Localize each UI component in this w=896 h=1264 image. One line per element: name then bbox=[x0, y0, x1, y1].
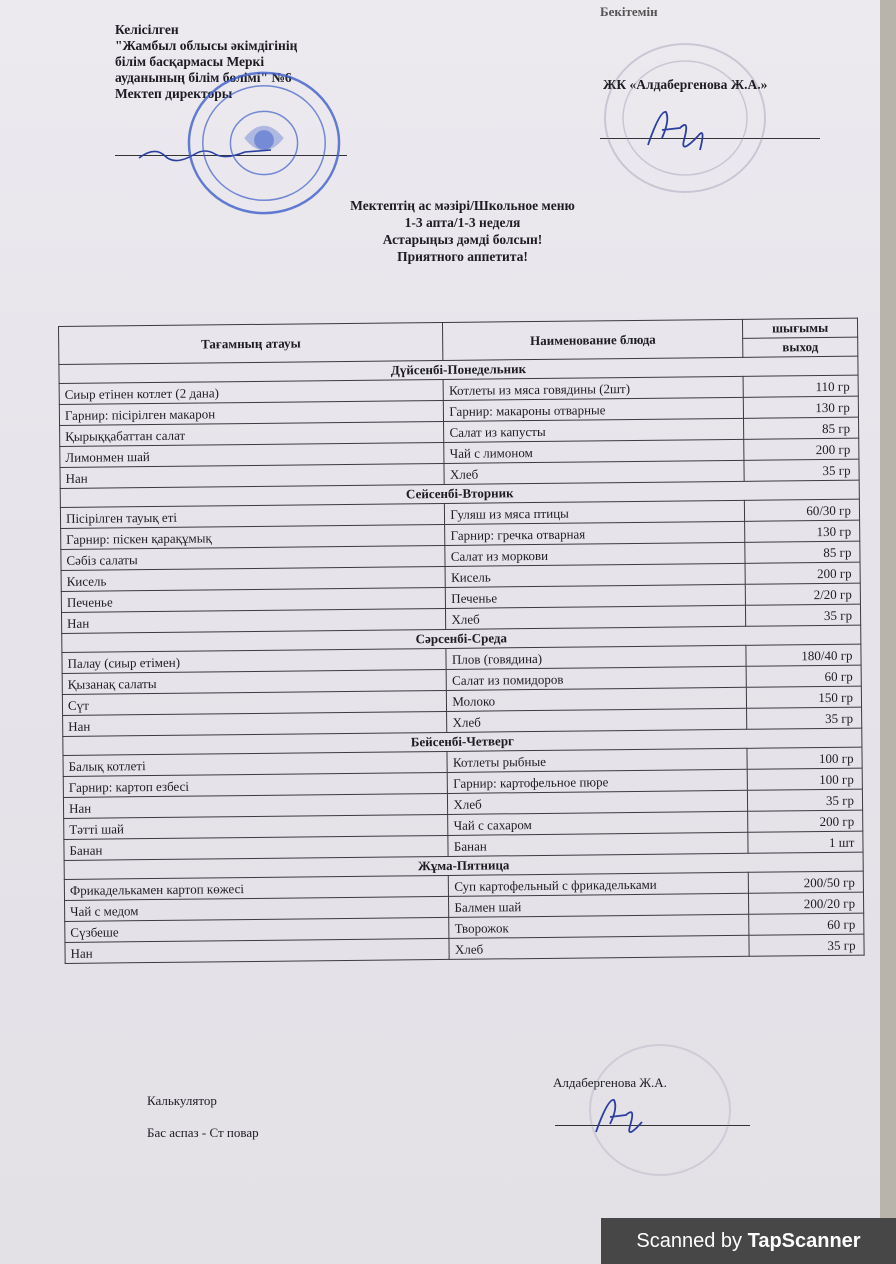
dish-output: 60/30 гр bbox=[744, 499, 859, 521]
dish-name-kz: Фрикаделькамен картоп көжесі bbox=[64, 875, 449, 900]
dish-name-ru: Гарнир: картофельное пюре bbox=[448, 769, 748, 793]
dish-name-ru: Хлеб bbox=[449, 935, 749, 959]
dish-output: 110 гр bbox=[743, 375, 858, 397]
chef-role: Бас аспаз - Ст повар bbox=[147, 1125, 259, 1140]
dish-name-ru: Хлеб bbox=[444, 460, 744, 484]
calculator-label: Калькулятор bbox=[147, 1093, 217, 1108]
dish-output: 130 гр bbox=[743, 396, 858, 418]
col-header-ru: Наименование блюда bbox=[443, 319, 743, 360]
dish-name-kz: Кисель bbox=[61, 566, 446, 591]
dish-name-kz: Сүзбеше bbox=[65, 917, 450, 942]
day-heading: Сәрсенбі-Среда bbox=[62, 625, 861, 652]
dish-output: 200/50 гр bbox=[748, 871, 863, 893]
title-line: Мектептің ас мәзірі/Школьное меню bbox=[350, 198, 575, 213]
dish-name-kz: Балық котлеті bbox=[63, 751, 448, 776]
dish-name-kz: Печенье bbox=[61, 587, 446, 612]
dish-name-ru: Кисель bbox=[445, 563, 745, 587]
day-heading: Бейсенбі-Четверг bbox=[63, 728, 862, 755]
dish-name-ru: Творожок bbox=[449, 914, 749, 938]
dish-name-kz: Нан bbox=[65, 938, 450, 963]
scanner-watermark bbox=[601, 1218, 896, 1264]
dish-name-kz: Гарнир: піскен қарақұмық bbox=[61, 524, 446, 549]
dish-output: 60 гр bbox=[749, 913, 864, 935]
dish-name-kz: Гарнир: пісірілген макарон bbox=[59, 400, 444, 425]
dish-name-kz: Лимонмен шай bbox=[60, 442, 445, 467]
approval-line: Келісілген bbox=[115, 22, 179, 37]
dish-name-kz: Сүт bbox=[62, 690, 447, 715]
dish-output: 100 гр bbox=[747, 768, 862, 790]
official-stamp bbox=[185, 68, 343, 218]
dish-name-ru: Плов (говядина) bbox=[446, 645, 746, 669]
day-heading: Сейсенбі-Вторник bbox=[60, 480, 859, 507]
dish-output: 85 гр bbox=[745, 541, 860, 563]
col-header-kz: Тағамның атауы bbox=[59, 322, 444, 364]
dish-name-ru: Хлеб bbox=[446, 605, 746, 629]
dish-name-kz: Сәбіз салаты bbox=[61, 545, 446, 570]
title-line: Астарыңыз дәмді болсын! bbox=[382, 232, 543, 247]
footer-roles bbox=[147, 1092, 259, 1156]
dish-name-ru: Салат из капусты bbox=[444, 418, 744, 442]
dish-output: 85 гр bbox=[744, 417, 859, 439]
dish-name-kz: Нан bbox=[60, 463, 445, 488]
dish-output: 130 гр bbox=[745, 520, 860, 542]
dish-name-ru: Чай с сахаром bbox=[448, 811, 748, 835]
dish-output: 180/40 гр bbox=[746, 644, 861, 666]
dish-output: 200 гр bbox=[744, 438, 859, 460]
dish-name-kz: Қырыққабаттан салат bbox=[60, 421, 445, 446]
dish-output: 35 гр bbox=[747, 707, 862, 729]
dish-name-ru: Хлеб bbox=[448, 790, 748, 814]
title-line: 1-3 апта/1-3 неделя bbox=[404, 215, 521, 230]
dish-output: 60 гр bbox=[746, 665, 861, 687]
chef-name: Алдабергенова Ж.А. bbox=[553, 1075, 667, 1090]
dish-output: 35 гр bbox=[748, 789, 863, 811]
day-heading: Жұма-Пятница bbox=[64, 852, 863, 879]
dish-name-kz: Гарнир: картоп езбесі bbox=[63, 772, 448, 797]
dish-name-kz: Банан bbox=[64, 835, 449, 860]
dish-name-kz: Нан bbox=[63, 711, 448, 736]
dish-name-ru: Суп картофельный с фрикадельками bbox=[449, 872, 749, 896]
dish-output: 200/20 гр bbox=[749, 892, 864, 914]
dish-name-ru: Гуляш из мяса птицы bbox=[445, 500, 745, 524]
dish-output: 35 гр bbox=[749, 934, 864, 956]
dish-name-ru: Салат из помидоров bbox=[447, 666, 747, 690]
chef-signature bbox=[590, 1090, 650, 1145]
dish-name-ru: Чай с лимоном bbox=[444, 439, 744, 463]
dish-output: 2/20 гр bbox=[745, 583, 860, 605]
dish-name-kz: Пісірілген тауық еті bbox=[60, 503, 445, 528]
dish-name-kz: Тәтті шай bbox=[64, 814, 449, 839]
dish-name-ru: Молоко bbox=[447, 687, 747, 711]
dish-output: 35 гр bbox=[746, 604, 861, 626]
dish-name-ru: Гарнир: гречка отварная bbox=[445, 521, 745, 545]
day-heading: Дүйсенбі-Понедельник bbox=[59, 356, 858, 383]
entrepreneur-signature bbox=[640, 100, 710, 160]
dish-name-ru: Котлеты рыбные bbox=[447, 748, 747, 772]
approved-label: Бекітемін bbox=[600, 4, 658, 19]
dish-name-kz: Нан bbox=[63, 793, 448, 818]
entrepreneur-name: ЖК «Алдабергенова Ж.А.» bbox=[603, 77, 768, 92]
dish-name-kz: Қызанақ салаты bbox=[62, 669, 447, 694]
watermark-brand: TapScanner bbox=[747, 1230, 861, 1252]
col-header-output-ru: выход bbox=[743, 337, 858, 357]
dish-name-kz: Нан bbox=[62, 608, 447, 633]
dish-name-ru: Гарнир: макароны отварные bbox=[444, 397, 744, 421]
dish-output: 200 гр bbox=[745, 562, 860, 584]
dish-output: 100 гр bbox=[747, 747, 862, 769]
col-header-output-kz: шығымы bbox=[743, 318, 858, 338]
dish-name-kz: Сиыр етінен котлет (2 дана) bbox=[59, 379, 444, 404]
dish-name-kz: Палау (сиыр етімен) bbox=[62, 648, 447, 673]
approval-line: білім басқармасы Меркі bbox=[115, 54, 265, 69]
approval-line: "Жамбыл облысы әкімдігінің bbox=[115, 38, 298, 53]
scan-border bbox=[880, 0, 896, 1264]
dish-name-ru: Балмен шай bbox=[449, 893, 749, 917]
dish-name-ru: Банан bbox=[448, 832, 748, 856]
approval-line: ауданының білім бөлімі" №6 bbox=[115, 70, 292, 85]
dish-name-ru: Салат из моркови bbox=[445, 542, 745, 566]
dish-name-kz: Чай с медом bbox=[65, 896, 450, 921]
dish-output: 1 шт bbox=[748, 831, 863, 853]
dish-output: 200 гр bbox=[748, 810, 863, 832]
dish-output: 35 гр bbox=[744, 459, 859, 481]
menu-table bbox=[58, 318, 865, 964]
dish-name-ru: Печенье bbox=[446, 584, 746, 608]
watermark-prefix: Scanned by bbox=[636, 1230, 743, 1252]
dish-name-ru: Хлеб bbox=[447, 708, 747, 732]
approval-line: Мектеп директоры bbox=[115, 86, 233, 101]
dish-name-ru: Котлеты из мяса говядины (2шт) bbox=[443, 376, 743, 400]
menu-title bbox=[300, 197, 625, 265]
title-line: Приятного аппетита! bbox=[397, 249, 528, 264]
dish-output: 150 гр bbox=[746, 686, 861, 708]
